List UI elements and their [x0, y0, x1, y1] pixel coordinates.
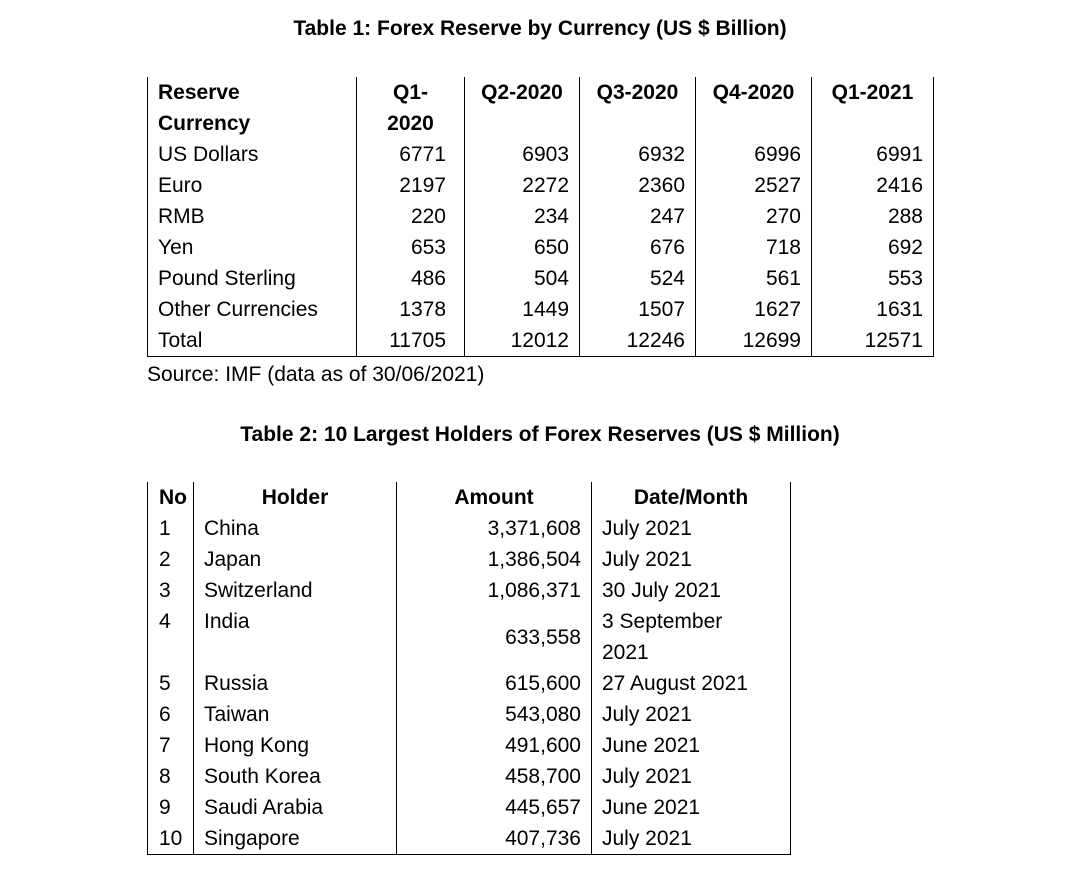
- amount-cell: 1,386,504: [397, 544, 592, 575]
- header-label: Currency: [158, 112, 251, 135]
- value-cell: 553: [812, 263, 934, 294]
- header-label: Reserve: [158, 81, 240, 104]
- value-cell: 6996: [696, 139, 812, 170]
- rank-cell: 10: [148, 823, 194, 855]
- value-cell: 12012: [465, 325, 580, 357]
- holder-cell: South Korea: [194, 761, 397, 792]
- value-cell: 1631: [812, 294, 934, 325]
- value-cell: 1378: [357, 294, 465, 325]
- value-cell: 6991: [812, 139, 934, 170]
- rank-cell: 6: [148, 699, 194, 730]
- value-cell: 2416: [812, 170, 934, 201]
- header-reserve-currency: [148, 77, 357, 139]
- holder-cell: Hong Kong: [194, 730, 397, 761]
- value-cell: 2360: [580, 170, 696, 201]
- value-cell: 234: [465, 201, 580, 232]
- table-header-row: [148, 482, 791, 513]
- header-amount: Amount: [397, 482, 592, 513]
- date-cell: July 2021: [592, 544, 791, 575]
- date-cell: 30 July 2021: [592, 575, 791, 606]
- holder-cell: Switzerland: [194, 575, 397, 606]
- holder-cell: Russia: [194, 668, 397, 699]
- table-row: [148, 823, 791, 855]
- date-cell: July 2021: [592, 761, 791, 792]
- table-row: [148, 668, 791, 699]
- rank-cell: 4: [148, 606, 194, 668]
- table-row: [148, 606, 791, 668]
- holder-cell: Singapore: [194, 823, 397, 855]
- holder-cell: India: [194, 606, 397, 668]
- table2-title: Table 2: 10 Largest Holders of Forex Reserves (US $ Million): [240, 423, 840, 446]
- date-cell: July 2021: [592, 823, 791, 855]
- table-body: [148, 513, 791, 855]
- value-cell: 288: [812, 201, 934, 232]
- table-row: [148, 792, 791, 823]
- table-row: [148, 139, 934, 170]
- amount-cell: 458,700: [397, 761, 592, 792]
- forex-by-currency-table: [147, 77, 934, 357]
- value-cell: 6771: [357, 139, 465, 170]
- value-cell: 561: [696, 263, 812, 294]
- value-cell: 1449: [465, 294, 580, 325]
- value-cell: 676: [580, 232, 696, 263]
- header-q2-2020: Q2-2020: [465, 77, 580, 139]
- currency-cell: Pound Sterling: [148, 263, 357, 294]
- value-cell: 2272: [465, 170, 580, 201]
- table-row: [148, 699, 791, 730]
- value-cell: 12571: [812, 325, 934, 357]
- currency-cell: RMB: [148, 201, 357, 232]
- date-cell: July 2021: [592, 513, 791, 544]
- date-line: 3 September: [602, 610, 723, 633]
- currency-cell: Yen: [148, 232, 357, 263]
- value-cell: 6903: [465, 139, 580, 170]
- holder-cell: Saudi Arabia: [194, 792, 397, 823]
- rank-cell: 8: [148, 761, 194, 792]
- holder-cell: Japan: [194, 544, 397, 575]
- table-row: [148, 170, 934, 201]
- table-row: [148, 201, 934, 232]
- table-row: [148, 325, 934, 357]
- amount-cell: 407,736: [397, 823, 592, 855]
- value-cell: 1507: [580, 294, 696, 325]
- table-row: [148, 761, 791, 792]
- table-row: [148, 730, 791, 761]
- date-cell: June 2021: [592, 730, 791, 761]
- amount-cell: 491,600: [397, 730, 592, 761]
- rank-cell: 5: [148, 668, 194, 699]
- amount-cell: 3,371,608: [397, 513, 592, 544]
- amount-cell: 445,657: [397, 792, 592, 823]
- table-row: [148, 544, 791, 575]
- table-row: [148, 513, 791, 544]
- table1-source-note: Source: IMF (data as of 30/06/2021): [147, 363, 485, 386]
- table-row: [148, 575, 791, 606]
- value-cell: 524: [580, 263, 696, 294]
- rank-cell: 3: [148, 575, 194, 606]
- header-q3-2020: Q3-2020: [580, 77, 696, 139]
- table-row: [148, 294, 934, 325]
- header-date-month: Date/Month: [592, 482, 791, 513]
- value-cell: 247: [580, 201, 696, 232]
- table-row: [148, 232, 934, 263]
- header-label: 2020: [387, 112, 434, 135]
- value-cell: 718: [696, 232, 812, 263]
- date-cell: 27 August 2021: [592, 668, 791, 699]
- currency-cell: Other Currencies: [148, 294, 357, 325]
- header-q1-2020: [357, 77, 465, 139]
- value-cell: 2527: [696, 170, 812, 201]
- header-q4-2020: Q4-2020: [696, 77, 812, 139]
- value-cell: 6932: [580, 139, 696, 170]
- value-cell: 12246: [580, 325, 696, 357]
- currency-cell: US Dollars: [148, 139, 357, 170]
- rank-cell: 2: [148, 544, 194, 575]
- value-cell: 270: [696, 201, 812, 232]
- value-cell: 650: [465, 232, 580, 263]
- currency-cell: Total: [148, 325, 357, 357]
- amount-cell: 615,600: [397, 668, 592, 699]
- value-cell: 11705: [357, 325, 465, 357]
- value-cell: 486: [357, 263, 465, 294]
- rank-cell: 9: [148, 792, 194, 823]
- header-no: No: [148, 482, 194, 513]
- amount-cell: 633,558: [397, 606, 592, 668]
- rank-cell: 1: [148, 513, 194, 544]
- date-cell: June 2021: [592, 792, 791, 823]
- value-cell: 220: [357, 201, 465, 232]
- holder-cell: Taiwan: [194, 699, 397, 730]
- value-cell: 1627: [696, 294, 812, 325]
- table-body: [148, 139, 934, 357]
- value-cell: 504: [465, 263, 580, 294]
- table-row: [148, 263, 934, 294]
- value-cell: 12699: [696, 325, 812, 357]
- holder-cell: China: [194, 513, 397, 544]
- header-label: Q1-: [392, 81, 428, 104]
- table1-title: Table 1: Forex Reserve by Currency (US $ Billion): [293, 17, 787, 40]
- amount-cell: 543,080: [397, 699, 592, 730]
- table-header-row: [148, 77, 934, 139]
- largest-holders-table: [147, 482, 791, 855]
- rank-cell: 7: [148, 730, 194, 761]
- header-q1-2021: Q1-2021: [812, 77, 934, 139]
- header-holder: Holder: [194, 482, 397, 513]
- value-cell: 653: [357, 232, 465, 263]
- date-cell: [592, 606, 791, 668]
- date-cell: July 2021: [592, 699, 791, 730]
- value-cell: 2197: [357, 170, 465, 201]
- amount-cell: 1,086,371: [397, 575, 592, 606]
- currency-cell: Euro: [148, 170, 357, 201]
- value-cell: 692: [812, 232, 934, 263]
- date-line: 2021: [602, 641, 649, 664]
